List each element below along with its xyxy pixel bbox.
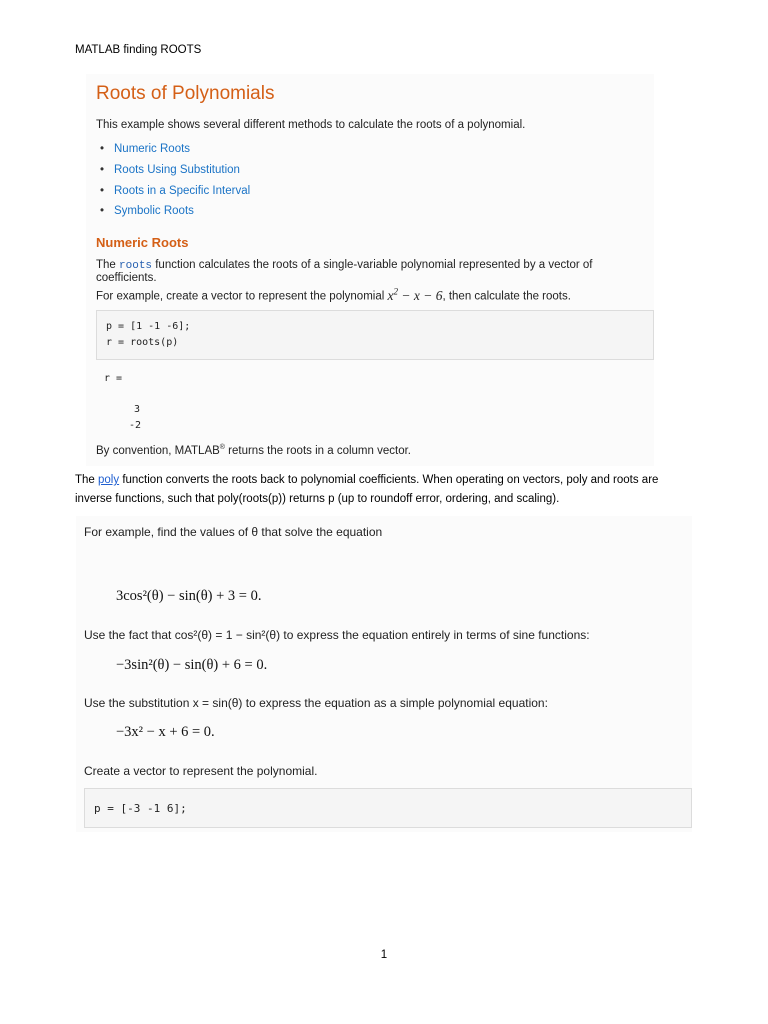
link-label: Numeric Roots <box>114 143 191 155</box>
page-title: Roots of Polynomials <box>96 83 275 104</box>
instruction-text: Create a vector to represent the polynomial. <box>84 764 318 778</box>
output-value: 3 <box>134 404 141 415</box>
page-number: 1 <box>380 949 388 961</box>
output-value: -2 <box>129 420 142 431</box>
code-block[interactable] <box>84 788 692 828</box>
text-segment: By convention, MATLAB <box>96 444 220 457</box>
convention-note <box>96 444 411 457</box>
embedded-screenshot-roots <box>86 74 654 466</box>
equation: −3x² − x + 6 = 0. <box>116 724 215 740</box>
poly-link[interactable]: poly <box>98 474 120 486</box>
link-roots-interval[interactable] <box>96 184 250 205</box>
output-label: r = <box>104 373 123 384</box>
code-line: p = [1 -1 -6]; <box>106 321 191 332</box>
intro-text: This example shows several different methods to calculate the roots of a polynomial. <box>96 119 526 131</box>
equation: 3cos²(θ) − sin(θ) + 3 = 0. <box>116 588 262 604</box>
link-label: Roots in a Specific Interval <box>114 184 251 197</box>
text-segment: The <box>96 259 120 271</box>
body-paragraph <box>75 471 695 508</box>
instruction-text: For example, find the values of θ that solve the equation <box>84 525 383 539</box>
code-line: r = roots(p) <box>106 337 179 348</box>
section-heading: Numeric Roots <box>96 235 189 250</box>
section-link-list <box>96 142 250 225</box>
link-label: Symbolic Roots <box>114 205 194 218</box>
bullet-icon: • <box>100 163 105 176</box>
link-symbolic-roots[interactable] <box>96 204 250 225</box>
document-header: MATLAB finding ROOTS <box>75 44 202 56</box>
instruction-text: Use the fact that cos²(θ) = 1 − sin²(θ) to express the equation entirely in terms of sine functions: <box>84 628 590 642</box>
text-segment: function converts the roots back to polynomial coefficients. When operating on vectors, poly and roots are inverse functions, such that poly(roots(p)) returns p (up to roundoff error, ordering, and scaling). <box>75 474 659 505</box>
code-line: p = [-3 -1 6]; <box>94 802 187 815</box>
instruction-text: Use the substitution x = sin(θ) to express the equation as a simple polynomial equation: <box>84 696 548 710</box>
polynomial-formula: $x^2 - x - 6$ <box>387 286 443 303</box>
text-segment: returns the roots in a column vector. <box>224 444 411 457</box>
bullet-icon: • <box>100 184 105 197</box>
inline-code[interactable]: roots <box>119 260 153 272</box>
embedded-screenshot-substitution <box>76 516 692 832</box>
bullet-icon: • <box>100 143 105 155</box>
bullet-icon: • <box>100 205 105 218</box>
code-block[interactable] <box>96 310 654 360</box>
text-segment: function calculates the roots of a single-variable polynomial represented by a vector of coefficients. <box>96 259 593 284</box>
equation: −3sin²(θ) − sin(θ) + 6 = 0. <box>116 657 268 673</box>
example-instruction <box>96 286 571 304</box>
text-segment: The <box>75 474 99 486</box>
link-roots-substitution[interactable] <box>96 163 250 184</box>
registered-mark: ® <box>219 444 225 451</box>
text-segment: , then calculate the roots. <box>442 290 571 303</box>
link-numeric-roots[interactable] <box>96 142 250 163</box>
link-label: Roots Using Substitution <box>114 163 240 176</box>
roots-description <box>96 259 654 284</box>
text-segment: For example, create a vector to represent the polynomial <box>96 290 388 303</box>
